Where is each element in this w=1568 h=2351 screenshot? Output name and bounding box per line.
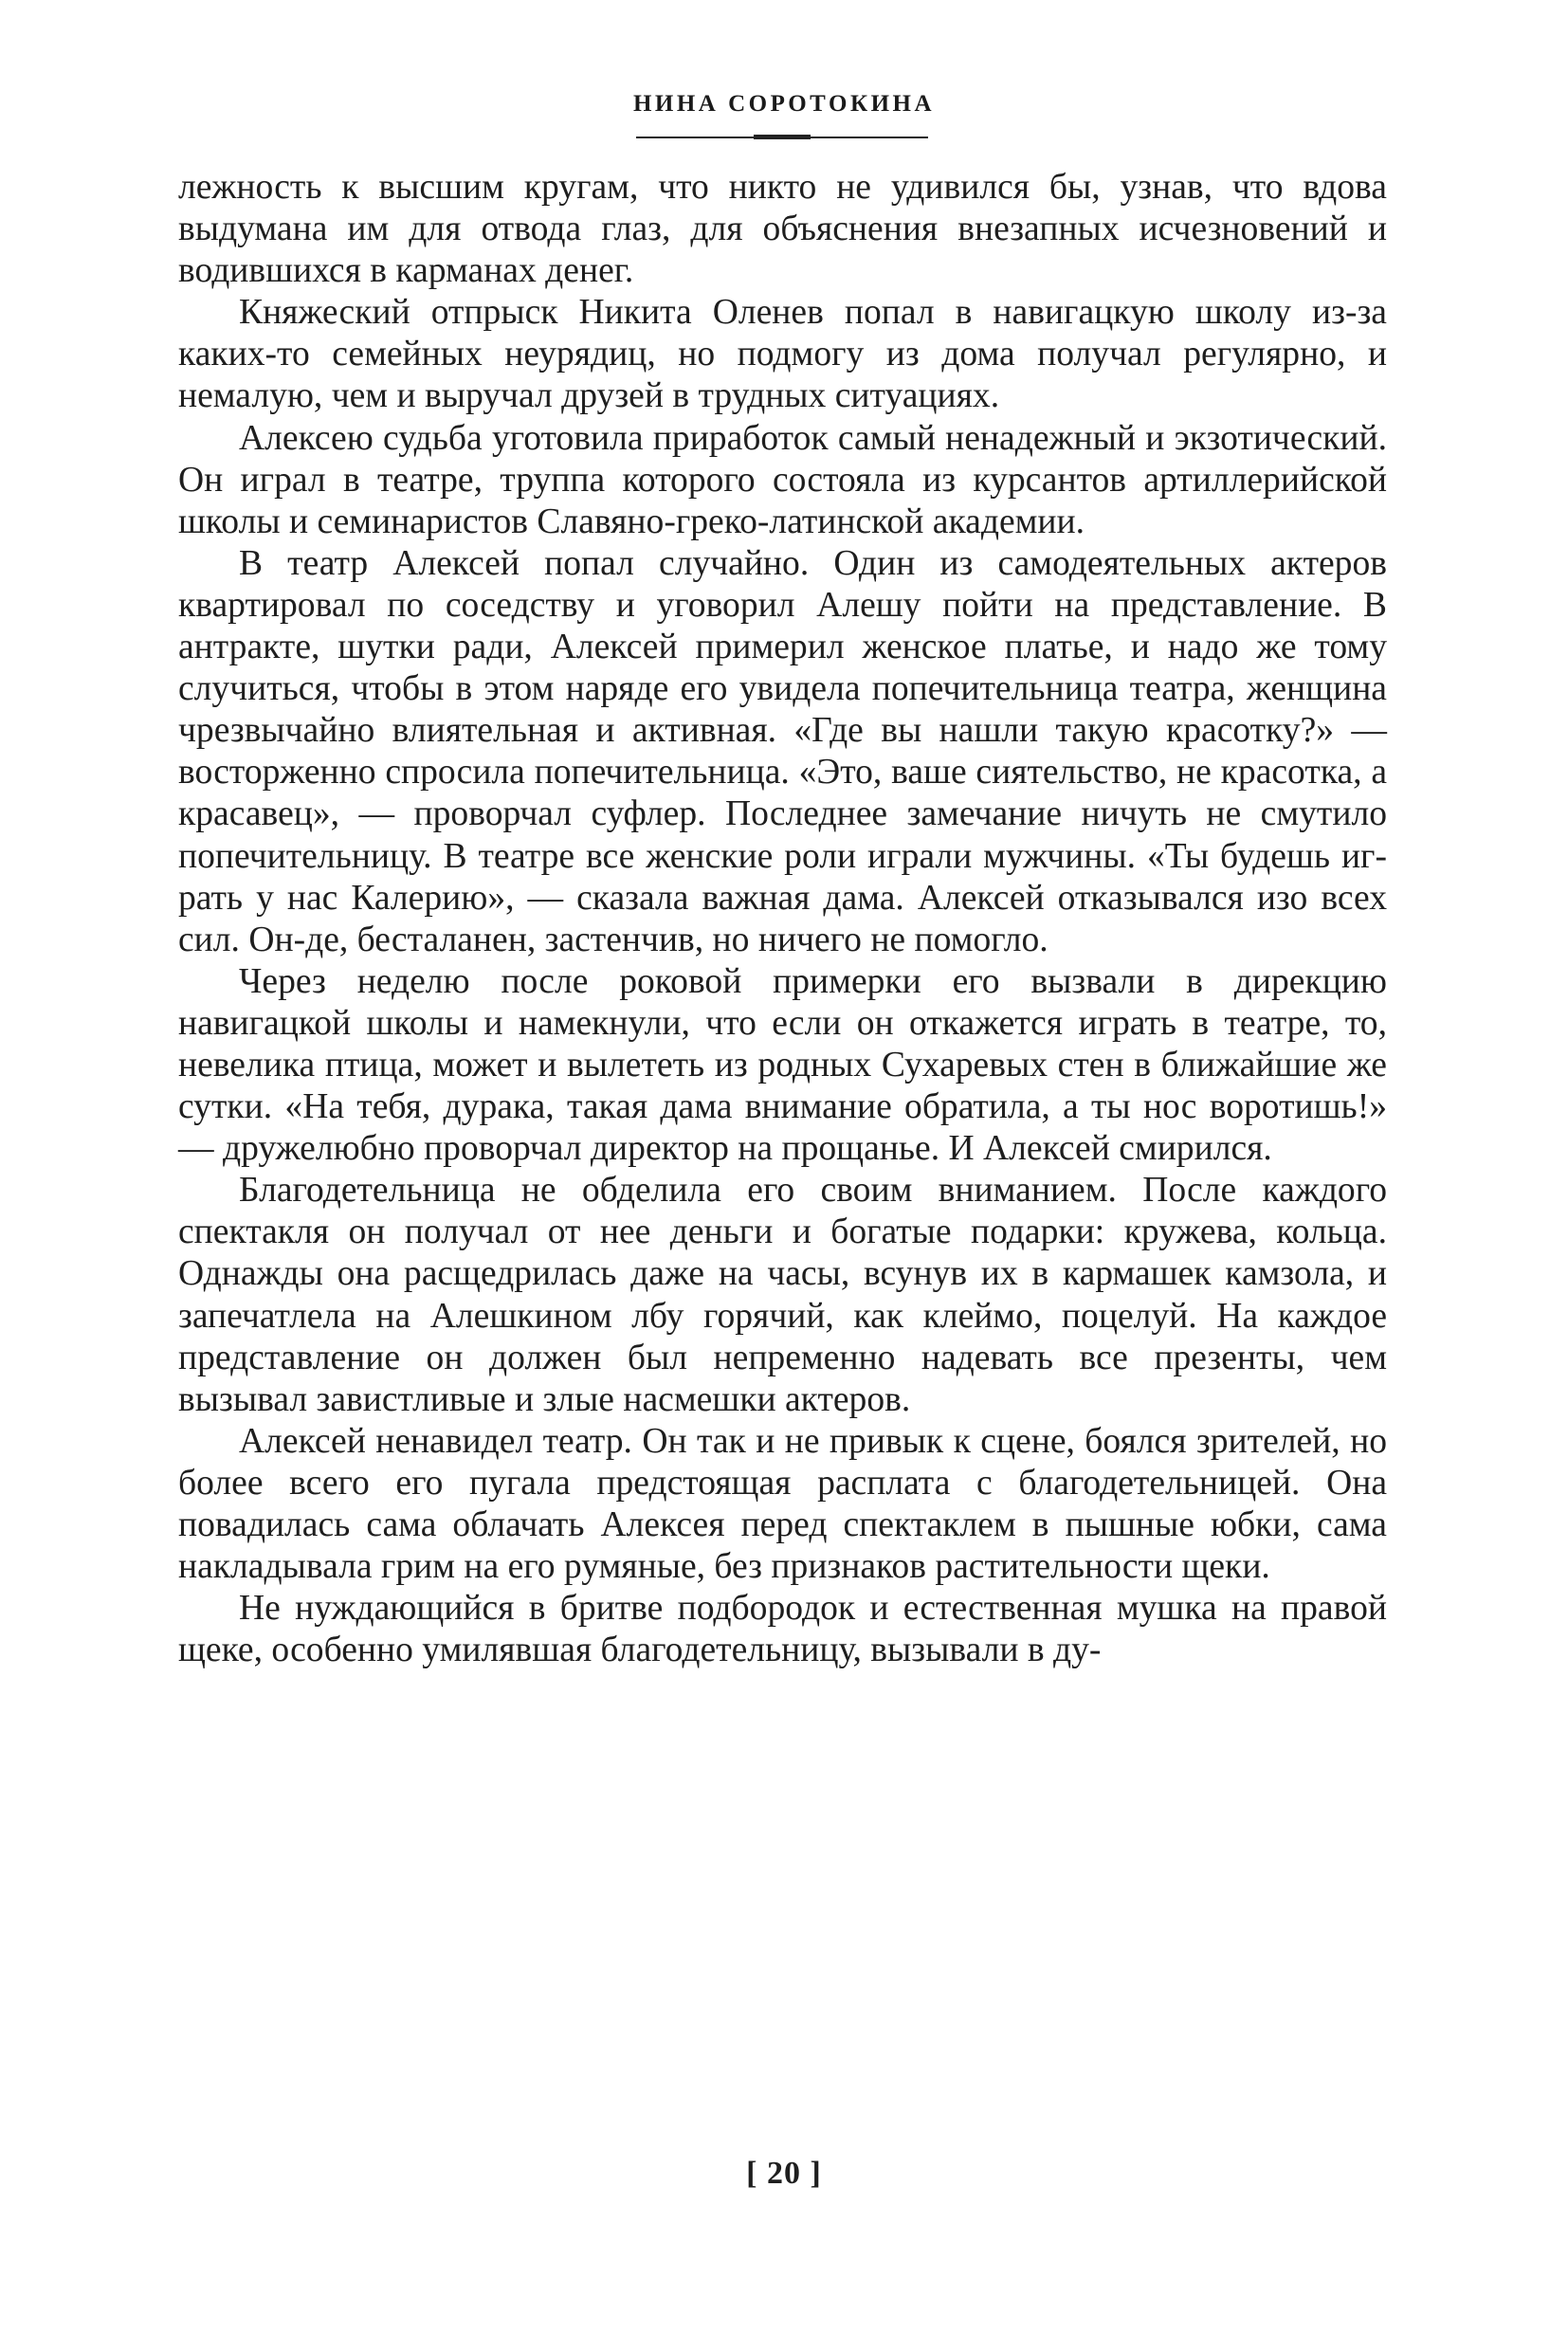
- paragraph: Княжеский отпрыск Никита Оленев попал в навигацкую школу из-за каких-то семейных неурядиц, но подмогу из дома получал регулярно, и немалую, чем и выручал друзей в трудных ситуациях.: [178, 293, 1387, 416]
- paragraph: Через неделю после роковой примерки его вызвали в дирекцию навигацкой школы и намекнули, что если он откажется играть в театре, то, невелика птица, может и вылететь из родных Сухаревых стен в ближайшие же сутки. «На тебя, дурака, такая дама внимание обратила, а ты нос воротишь!» — дружелюбно проворчал директор на прощанье. И Алексей смирился.: [178, 961, 1387, 1169]
- running-header: [0, 91, 1568, 118]
- page-number: [ 20 ]: [746, 2156, 822, 2191]
- paragraph: В театр Алексей попал случайно. Один из самодеятельных актеров квартировал по соседству и уговорил Алешу пойти на представление. В антракте, шутки ради, Алексей примерил женское платье, и надо же тому случиться, чтобы в этом наряде его увидела попечительница театра, женщина чрезвычайно влиятельная и активная. «Где вы нашли такую красотку?» — восторженно спросила попечительница. «Это, ваше сиятельство, не красотка, а красавец», — проворчал суфлер. Последнее замечание ничуть не смутило попечительницу. В театре все женские роли играли мужчины. «Ты будешь играть у нас Калерию», — сказала важная дама. Алексей отказывался изо всех сил. Он-де, бесталанен, застенчив, но ничего не помогло.: [178, 543, 1387, 959]
- paragraph: Благодетельница не обделила его своим вниманием. После каждого спектакля он получал от нее деньги и богатые подарки: кружева, кольца. Однажды она расщедрилась даже на часы, всунув их в кармашек камзола, и запечатлела на Алешкином лбу горячий, как клеймо, поцелуй. На каждое представление он должен был непременно надевать все презенты, чем вызывал завистливые и злые насмешки актеров.: [178, 1171, 1387, 1419]
- paragraph: Алексей ненавидел театр. Он так и не привык к сцене, боялся зрителей, но более всего его пугала предстоящая расплата с благодетельницей. Она повадилась сама облачать Алексея перед спектаклем в пышные юбки, сама накладывала грим на его румяные, без признаков растительности щеки.: [178, 1421, 1387, 1587]
- paragraph: Не нуждающийся в бритве подбородок и естественная мушка на правой щеке, особенно умилявшая благодетельницу, вызывали в ду-: [178, 1589, 1387, 1670]
- header-rule: [636, 137, 928, 138]
- running-title: НИНА СОРОТОКИНА: [632, 91, 936, 117]
- paragraph-continued: лежность к высшим кругам, что никто не удивился бы, узнав, что вдова выдумана им для отвода глаз, для объяснения внезапных исчезновений и водившихся в карманах денег.: [178, 168, 1387, 291]
- paragraph: Алексею судьба уготовила приработок самый ненадежный и экзотический. Он играл в театре, труппа которого состояла из курсантов артиллерийской школы и семинаристов Славяно-греко-латинской академии.: [178, 418, 1387, 541]
- body-text: [178, 167, 1387, 1671]
